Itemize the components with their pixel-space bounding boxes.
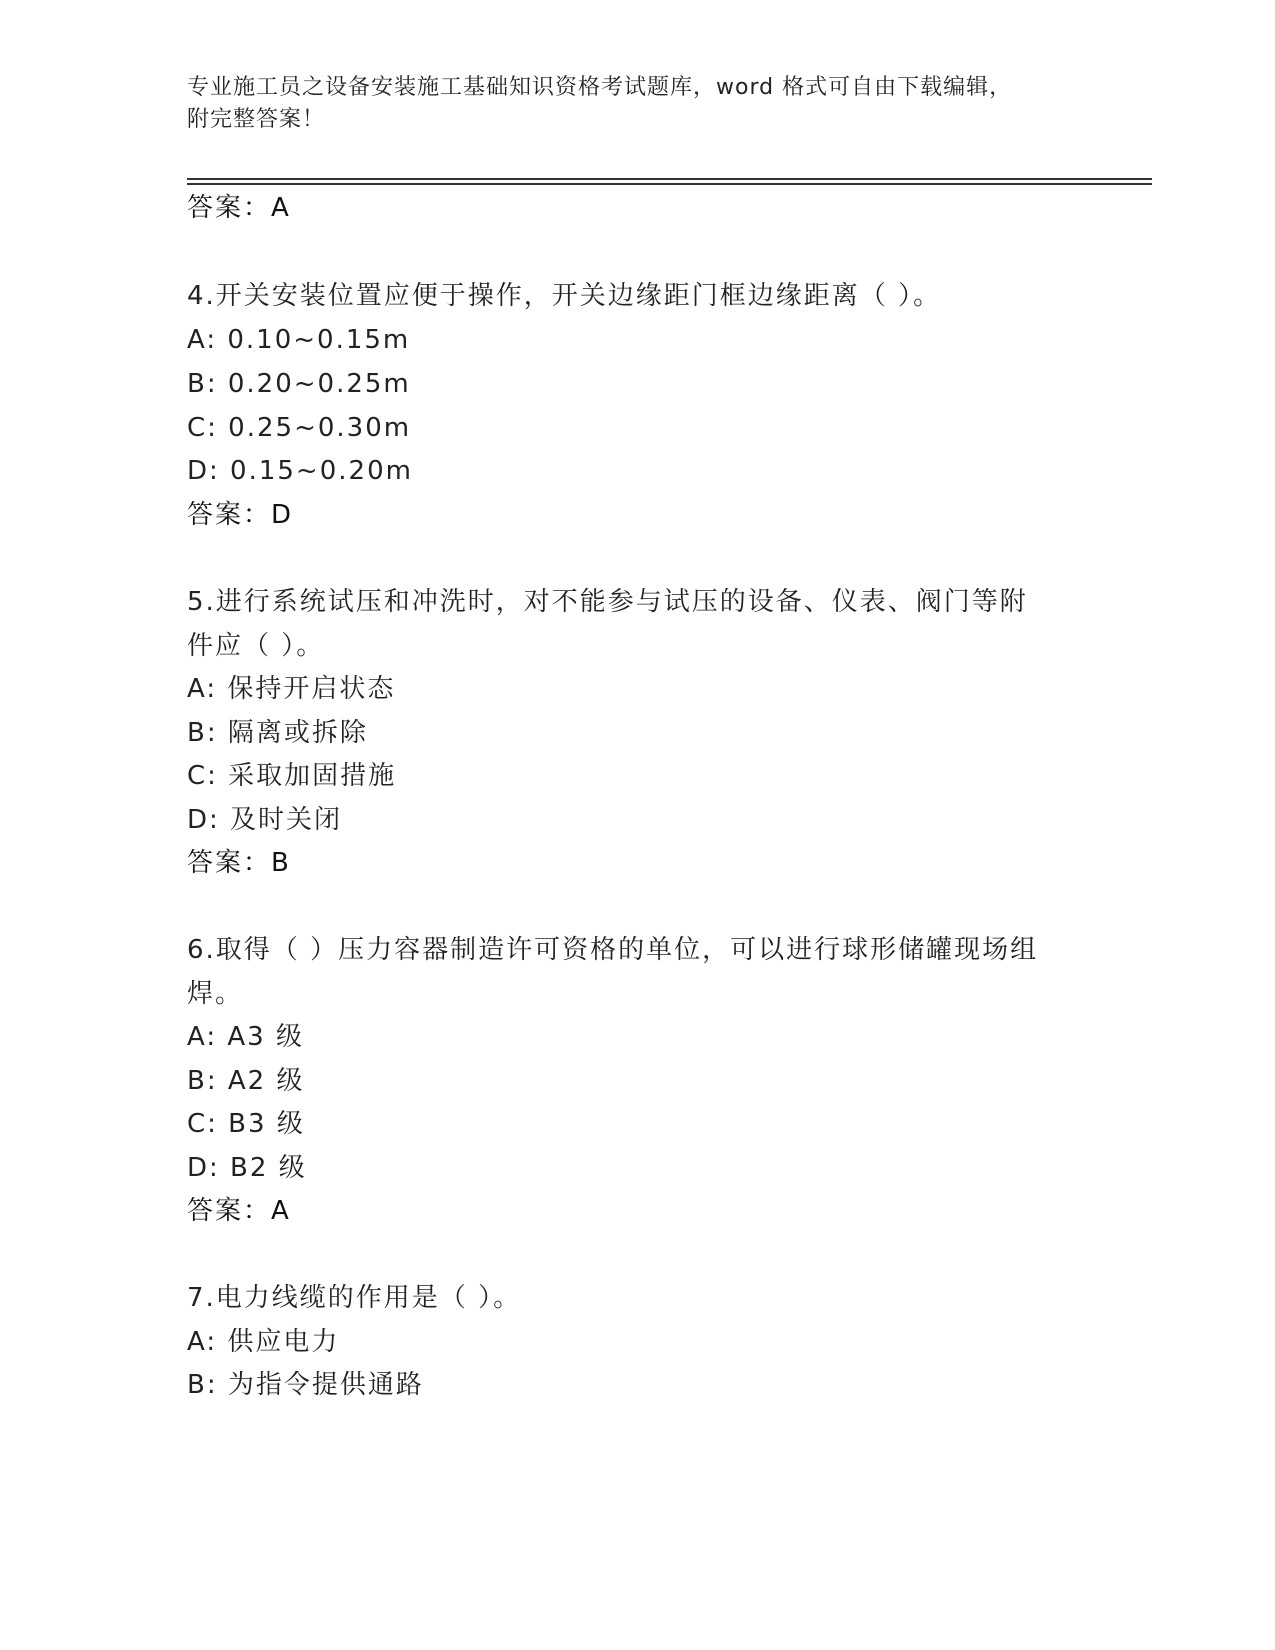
question-6-option-d: D: B2 级 bbox=[187, 1153, 307, 1183]
question-7-option-b: B: 为指令提供通路 bbox=[187, 1370, 424, 1400]
question-6-option-c: C: B3 级 bbox=[187, 1109, 305, 1139]
question-4-stem-line-1: 4.开关安装位置应便于操作，开关边缘距门框边缘距离（ ）。 bbox=[187, 281, 942, 311]
answer-previous: 答案：A bbox=[187, 193, 291, 223]
question-5-stem-line-1: 5.进行系统试压和冲洗时，对不能参与试压的设备、仪表、阀门等附 bbox=[187, 587, 1028, 617]
question-7-stem-line-1: 7.电力线缆的作用是（ ）。 bbox=[187, 1283, 522, 1313]
question-6-stem-line-2: 焊。 bbox=[187, 979, 244, 1009]
question-4-answer: 答案：D bbox=[187, 500, 294, 530]
question-4-option-d: D: 0.15~0.20m bbox=[187, 456, 413, 486]
header-line-1: 专业施工员之设备安装施工基础知识资格考试题库，word 格式可自由下载编辑， bbox=[187, 75, 1013, 100]
question-4-option-c: C: 0.25~0.30m bbox=[187, 413, 412, 443]
question-5-option-a: A: 保持开启状态 bbox=[187, 674, 396, 704]
question-5-answer: 答案：B bbox=[187, 848, 291, 878]
question-6-option-b: B: A2 级 bbox=[187, 1066, 305, 1096]
question-7-option-a: A: 供应电力 bbox=[187, 1327, 340, 1357]
question-6-answer: 答案：A bbox=[187, 1196, 291, 1226]
header-divider-top bbox=[187, 178, 1152, 180]
header-line-2: 附完整答案！ bbox=[187, 107, 326, 132]
question-4-option-a: A: 0.10~0.15m bbox=[187, 325, 411, 355]
question-6-stem-line-1: 6.取得（ ）压力容器制造许可资格的单位，可以进行球形储罐现场组 bbox=[187, 935, 1039, 965]
document-header bbox=[187, 72, 1087, 136]
header-divider-bottom bbox=[187, 183, 1152, 185]
question-6-option-a: A: A3 级 bbox=[187, 1022, 304, 1052]
question-5-stem-line-2: 件应（ ）。 bbox=[187, 631, 325, 661]
question-5-option-d: D: 及时关闭 bbox=[187, 805, 343, 835]
question-4-option-b: B: 0.20~0.25m bbox=[187, 369, 411, 399]
question-5-option-c: C: 采取加固措施 bbox=[187, 761, 397, 791]
question-5-option-b: B: 隔离或拆除 bbox=[187, 718, 368, 748]
